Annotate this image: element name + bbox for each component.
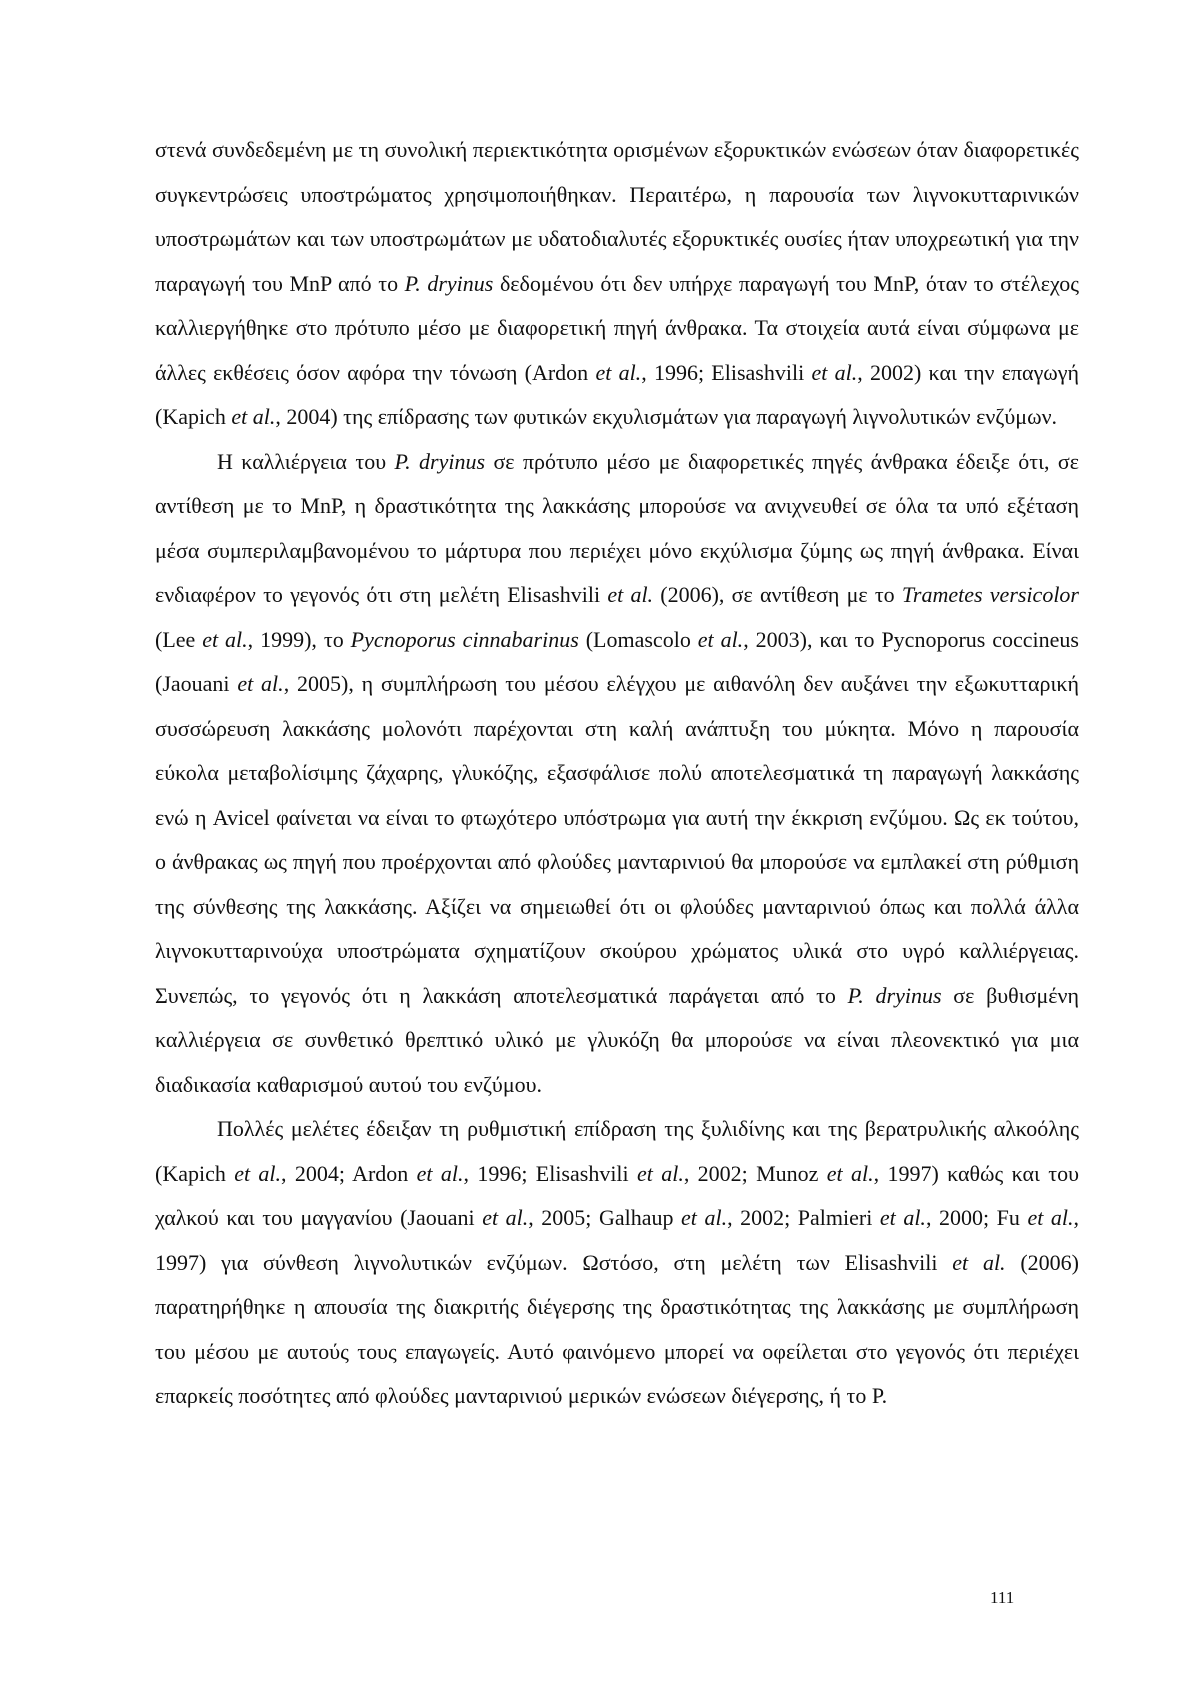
italic-term: et al. <box>416 1160 464 1186</box>
paragraph-3: Πολλές μελέτες έδειξαν τη ρυθμιστική επίδραση της ξυλιδίνης και της βερατρυλικής αλκοόλης (Kapich et al., 2004; Ardon et al., 1996; Elisashvili et al., 2002; Munoz et al., 1997) καθώς και του χαλκού και του μαγγανίου (Jaouani et al., 2005; Galhaup et al., 2002; Palmieri et al., 2000; Fu et al., 1997) για σύνθεση λιγνολυτικών ενζύμων. Ωστόσο, στη μελέτη των Elisashvili et al. (2006) παρατηρήθηκε η απουσία της διακριτής διέγερσης της δραστικότητας της λακκάσης με συμπλήρωση του μέσου με αυτούς τους επαγωγείς. Αυτό φαινόμενο μπορεί να οφείλεται στο γεγονός ότι περιέχει επαρκείς ποσότητες από φλούδες μανταρινιού μερικών ενώσεων διέγερσης, ή το P. <box>155 1116 1079 1408</box>
italic-term: et al. <box>637 1160 684 1186</box>
page-number: 111 <box>990 1588 1015 1607</box>
italic-term: et al. <box>826 1160 874 1186</box>
italic-term: P. dryinus <box>847 982 942 1008</box>
document-body <box>155 128 1079 1419</box>
italic-term: et al. <box>1027 1205 1074 1230</box>
italic-term: et al. <box>234 1160 282 1186</box>
italic-term: et al. <box>879 1205 926 1230</box>
italic-term: Trametes versicolor <box>901 582 1079 607</box>
italic-term: et al. <box>607 582 654 607</box>
italic-term: et al. <box>681 1205 728 1230</box>
paragraph-1: στενά συνδεδεμένη με τη συνολική περιεκτικότητα ορισμένων εξορυκτικών ενώσεων όταν διαφορετικές συγκεντρώσεις υποστρώματος χρησιμοποιήθηκαν. Περαιτέρω, η παρουσία των λιγνοκυτταρινικών υποστρωμάτων και των υποστρωμάτων με υδατοδιαλυτές εξορυκτικές ουσίες ήταν υποχρεωτική για την παραγωγή του MnP από το P. dryinus δεδομένου ότι δεν υπήρχε παραγωγή του MnP, όταν το στέλεχος καλλιεργήθηκε στο πρότυπο μέσο με διαφορετική πηγή άνθρακα. Τα στοιχεία αυτά είναι σύμφωνα με άλλες εκθέσεις όσον αφόρα την τόνωση (Ardon et al., 1996; Elisashvili et al., 2002) και την επαγωγή (Kapich et al., 2004) της επίδρασης των φυτικών εκχυλισμάτων για παραγωγή λιγνολυτικών ενζύμων. <box>155 137 1079 429</box>
italic-term: et al. <box>952 1249 1006 1275</box>
paragraph-2: Η καλλιέργεια του P. dryinus σε πρότυπο μέσο με διαφορετικές πηγές άνθρακα έδειξε ότι, σε αντίθεση με το MnP, η δραστικότητα της λακκάσης μπορούσε να ανιχνευθεί σε όλα τα υπό εξέταση μέσα συμπεριλαμβανομένου το μάρτυρα που περιέχει μόνο εκχύλισμα ζύμης ως πηγή άνθρακα. Είναι ενδιαφέρον το γεγονός ότι στη μελέτη Elisashvili et al. (2006), σε αντίθεση με το Trametes versicolor (Lee et al., 1999), το Pycnoporus cinnabarinus (Lomascolo et al., 2003), και το Pycnoporus coccineus (Jaouani et al., 2005), η συμπλήρωση του μέσου ελέγχου με αιθανόλη δεν αυξάνει την εξωκυτταρική συσσώρευση λακκάσης μολονότι παρέχονται στη καλή ανάπτυξη του μύκητα. Μόνο η παρουσία εύκολα μεταβολίσιμης ζάχαρης, γλυκόζης, εξασφάλισε πολύ αποτελεσματικά τη παραγωγή λακκάσης ενώ η Avicel φαίνεται να είναι το φτωχότερο υπόστρωμα για αυτή την έκκριση ενζύμου. Ως εκ τούτου, ο άνθρακας ως πηγή που προέρχονται από φλούδες μανταρινιού θα μπορούσε να εμπλακεί στη ρύθμιση της σύνθεσης της λακκάσης. Αξίζει να σημειωθεί ότι οι φλούδες μανταρινιού όπως και πολλά άλλα λιγνοκυτταρινούχα υποστρώματα σχηματίζουν σκούρου χρώματος υλικά στο υγρό καλλιέργειας. Συνεπώς, το γεγονός ότι η λακκάση αποτελεσματικά παράγεται από το P. dryinus σε βυθισμένη καλλιέργεια σε συνθετικό θρεπτικό υλικό με γλυκόζη θα μπορούσε να είναι πλεονεκτικό για μια διαδικασία καθαρισμού αυτού του ενζύμου. <box>155 448 1079 1097</box>
italic-term: et al. <box>595 359 642 385</box>
italic-term: P. dryinus <box>394 448 486 474</box>
italic-term: et al. <box>202 626 248 652</box>
italic-term: et al. <box>697 626 744 652</box>
italic-term: et al. <box>482 1205 529 1230</box>
italic-term: et al. <box>237 671 284 696</box>
italic-term: Pycnoporus cinnabarinus <box>350 626 579 652</box>
italic-term: et al. <box>811 359 858 385</box>
italic-term: P. dryinus <box>404 270 494 296</box>
italic-term: et al. <box>231 404 276 429</box>
